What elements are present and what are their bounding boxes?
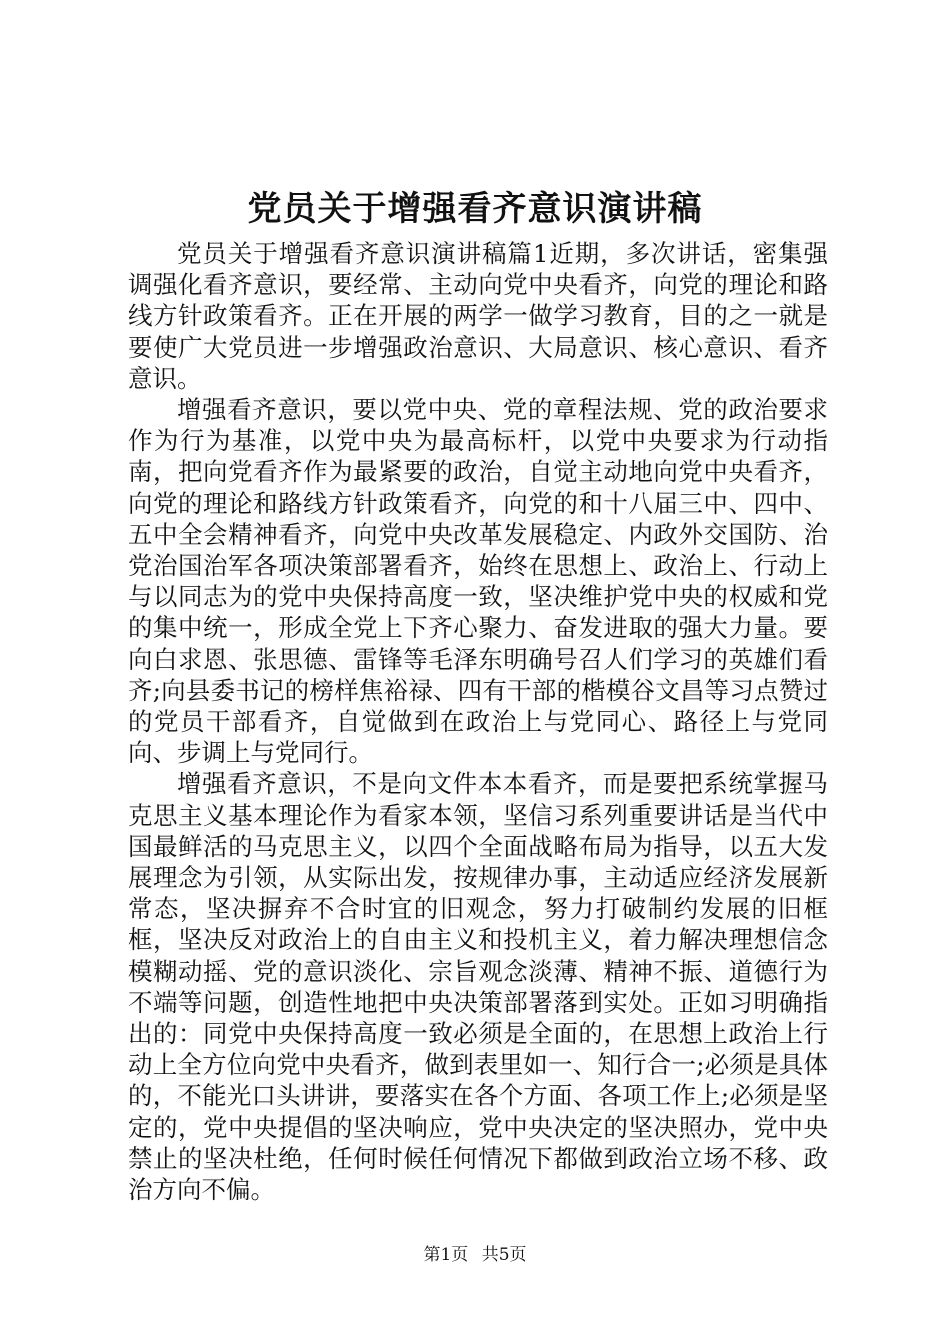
paragraph-2: 增强看齐意识，要以党中央、党的章程法规、党的政治要求作为行为基准，以党中央为最高标杆，以党中央要求为行动指南，把向党看齐作为最紧要的政治，自觉主动地向党中央看齐，向党的理论和路线方针政策看齐，向党的和十八届三中、四中、五中全会精神看齐，向党中央改革发展稳定、内政外交国防、治党治国治军各项决策部署看齐，始终在思想上、政治上、行动上与以同志为的党中央保持高度一致，坚决维护党中央的权威和党的集中统一，形成全党上下齐心聚力、奋发进取的强大力量。要向白求恩、张思德、雷锋等毛泽东明确号召人们学习的英雄们看齐;向县委书记的榜样焦裕禄、四有干部的楷模谷文昌等习点赞过的党员干部看齐，自觉做到在政治上与党同心、路径上与党同向、步调上与党同行。: [128, 395, 828, 768]
page-footer: [0, 1243, 950, 1267]
document-body: [128, 238, 828, 1205]
page-number: 第1页: [423, 1245, 469, 1265]
paragraph-3: 增强看齐意识，不是向文件本本看齐，而是要把系统掌握马克思主义基本理论作为看家本领，坚信习系列重要讲话是当代中国最鲜活的马克思主义，以四个全面战略布局为指导，以五大发展理念为引领，从实际出发，按规律办事，主动适应经济发展新常态，坚决摒弃不合时宜的旧观念，努力打破制约发展的旧框框，坚决反对政治上的自由主义和投机主义，着力解决理想信念模糊动摇、党的意识淡化、宗旨观念淡薄、精神不振、道德行为不端等问题，创造性地把中央决策部署落到实处。正如习明确指出的：同党中央保持高度一致必须是全面的，在思想上政治上行动上全方位向党中央看齐，做到表里如一、知行合一;必须是具体的，不能光口头讲讲，要落实在各个方面、各项工作上;必须是坚定的，党中央提倡的坚决响应，党中央决定的坚决照办，党中央禁止的坚决杜绝，任何时候任何情况下都做到政治立场不移、政治方向不偏。: [128, 769, 828, 1205]
paragraph-1: 党员关于增强看齐意识演讲稿篇1近期，多次讲话，密集强调强化看齐意识，要经常、主动向党中央看齐，向党的理论和路线方针政策看齐。正在开展的两学一做学习教育，目的之一就是要使广大党员进一步增强政治意识、大局意识、核心意识、看齐意识。: [128, 239, 828, 393]
document-title: 党员关于增强看齐意识演讲稿: [247, 189, 703, 229]
page-total: 共5页: [481, 1245, 527, 1265]
